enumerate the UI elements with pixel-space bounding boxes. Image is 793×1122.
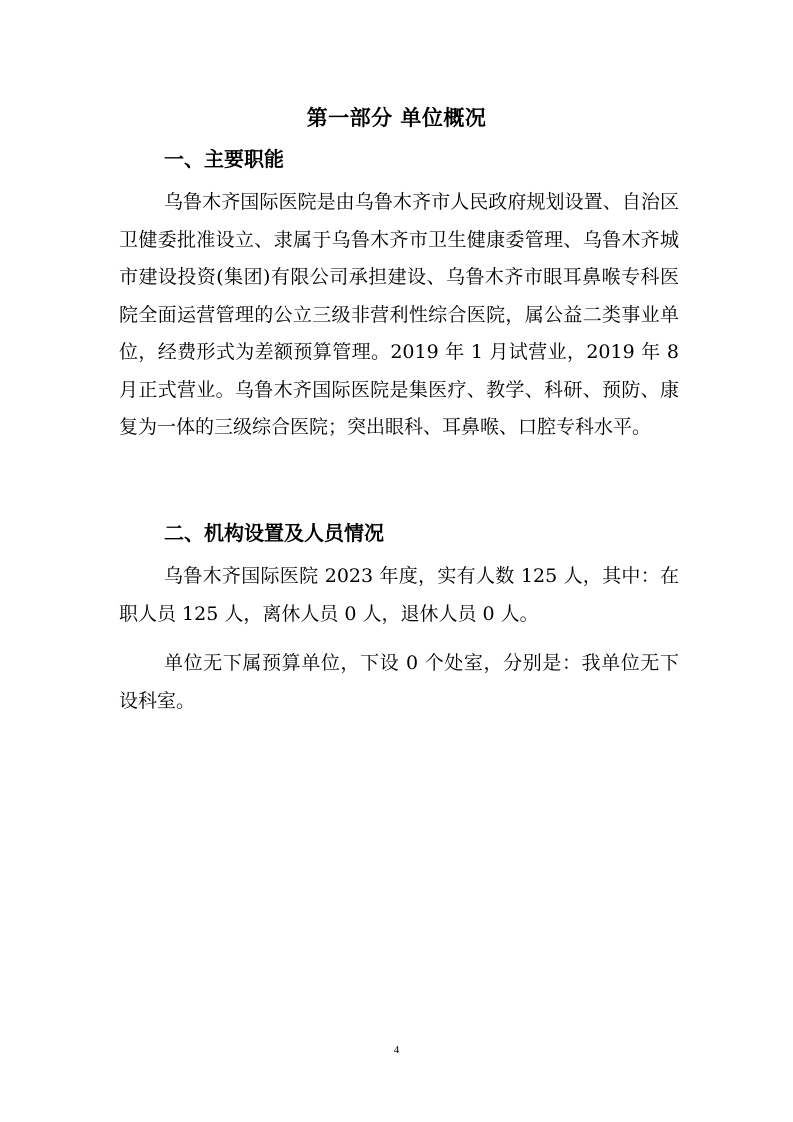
page-title: 第一部分 单位概况 (306, 106, 487, 130)
page-number: 4 (393, 1044, 400, 1056)
section-heading-main-functions: 一、主要职能 (164, 147, 284, 171)
section-heading-organization-staff: 二、机构设置及人员情况 (164, 521, 384, 545)
paragraph-sub-units: 单位无下属预算单位，下设 0 个处室，分别是：我单位无下设科室。 (119, 652, 679, 712)
paragraph-main-functions: 乌鲁木齐国际医院是由乌鲁木齐市人民政府规划设置、自治区卫健委批准设立、隶属于乌鲁木齐市卫生健康委管理、乌鲁木齐城市建设投资(集团)有限公司承担建设、乌鲁木齐市眼耳鼻喉专科医院全面运营管理的公立三级非营利性综合医院，属公益二类事业单位，经费形式为差额预算管理。2019 年 1 月试营业，2019 年 8 月正式营业。乌鲁木齐国际医院是集医疗、教学、科研、预防、康复为一体的三级综合医院；突出眼科、耳鼻喉、口腔专科水平。 (119, 191, 679, 438)
paragraph-staff-count: 乌鲁木齐国际医院 2023 年度，实有人数 125 人，其中：在职人员 125 人，离休人员 0 人，退休人员 0 人。 (119, 565, 679, 625)
